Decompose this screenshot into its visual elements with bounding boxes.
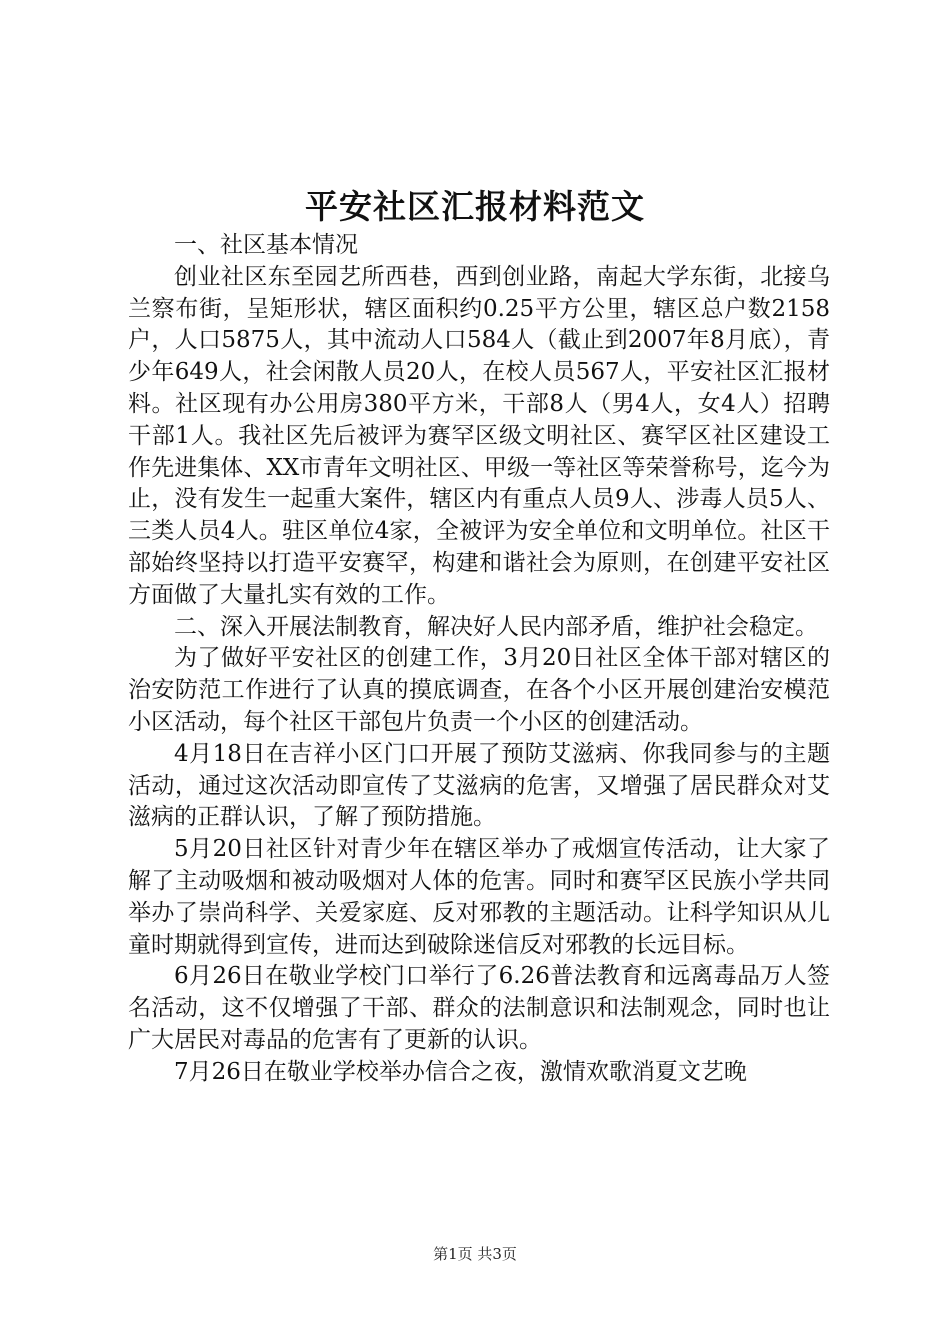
page-number-footer: 第1页 共3页 [433,1245,517,1263]
body-paragraph: 创业社区东至园艺所西巷，西到创业路，南起大学东街，北接乌兰察布街，呈矩形状，辖区面积约0.25平方公里，辖区总户数2158户，人口5875人，其中流动人口584人（截止到2007年8月底），青少年649人，社会闲散人员20人，在校人员567人，平安社区汇报材料。社区现有办公用房380平方米，干部8人（男4人，女4人）招聘干部1人。我社区先后被评为赛罕区级文明社区、赛罕区社区建设工作先进集体、XX市青年文明社区、甲级一等社区等荣誉称号，迄今为止，没有发生一起重大案件，辖区内有重点人员9人、涉毒人员5人、三类人员4人。驻区单位4家，全被评为安全单位和文明单位。社区干部始终坚持以打造平安赛罕，构建和谐社会为原则，在创建平安社区方面做了大量扎实有效的工作。 [128,263,830,608]
body-paragraph: 7月26日在敬业学校举办信合之夜，激情欢歌消夏文艺晚 [174,1058,747,1085]
document-title: 平安社区汇报材料范文 [305,187,645,226]
body-paragraph: 为了做好平安社区的创建工作，3月20日社区全体干部对辖区的治安防范工作进行了认真的摸底调查，在各个小区开展创建治安模范小区活动，每个社区干部包片负责一个小区的创建活动。 [128,645,830,735]
document-body [128,230,830,1089]
body-paragraph: 5月20日社区针对青少年在辖区举办了戒烟宣传活动，让大家了解了主动吸烟和被动吸烟对人体的危害。同时和赛罕区民族小学共同举办了崇尚科学、关爱家庭、反对邪教的主题活动。让科学知识从儿童时期就得到宣传，进而达到破除迷信反对邪教的长远目标。 [128,836,830,958]
body-paragraph: 4月18日在吉祥小区门口开展了预防艾滋病、你我同参与的主题活动，通过这次活动即宣传了艾滋病的危害，又增强了居民群众对艾滋病的正群认识，了解了预防措施。 [128,740,830,831]
section-heading: 二、深入开展法制教育，解决好人民内部矛盾，维护社会稳定。 [174,613,818,640]
body-paragraph: 6月26日在敬业学校门口举行了6.26普法教育和远离毒品万人签名活动，这不仅增强了干部、群众的法制意识和法制观念，同时也让广大居民对毒品的危害有了更新的认识。 [128,963,830,1053]
section-heading: 一、社区基本情况 [174,232,358,258]
